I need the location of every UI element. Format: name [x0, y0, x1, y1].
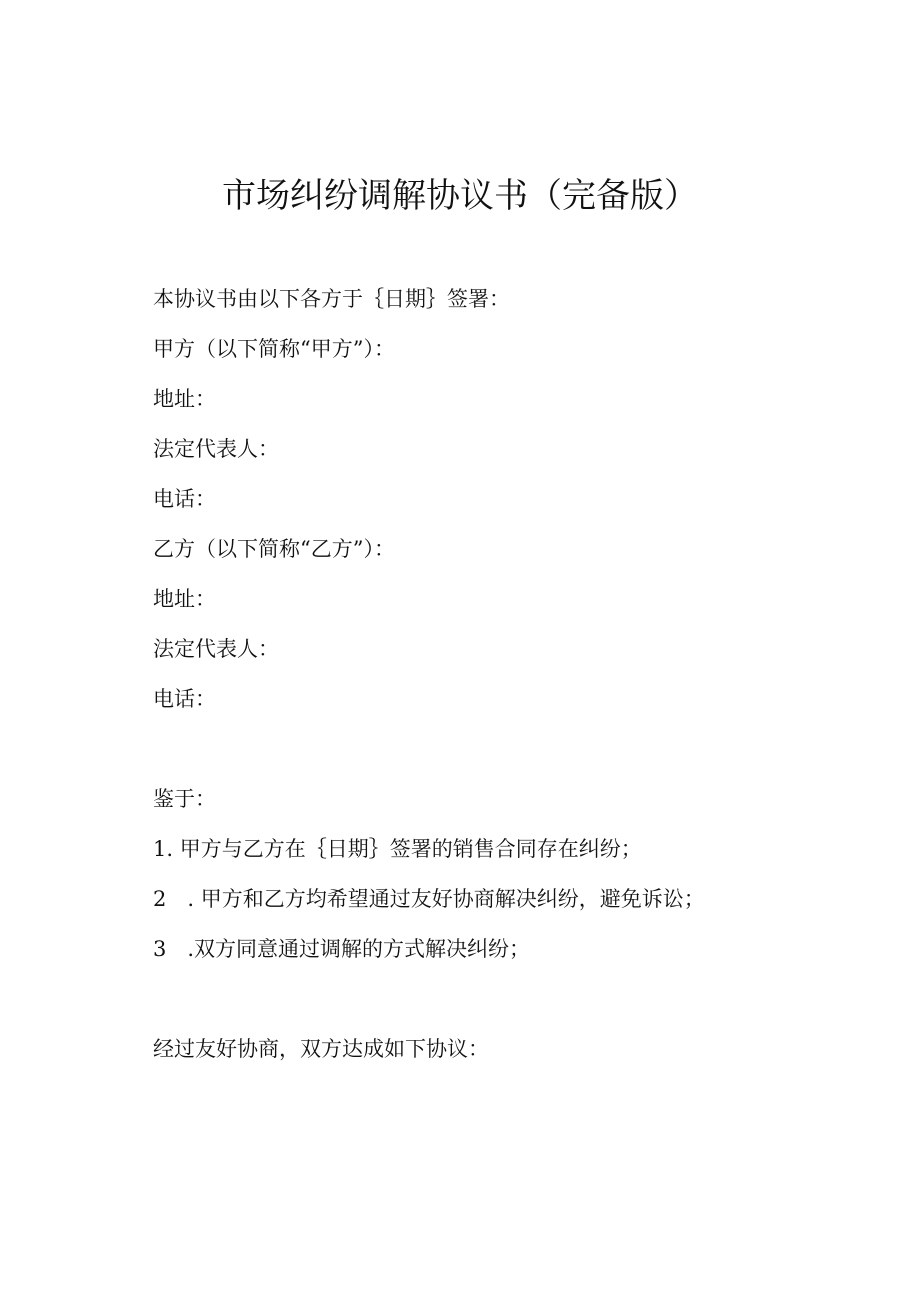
whereas-item: 1. 甲方与乙方在｛日期｝签署的销售合同存在纠纷； [153, 837, 642, 861]
party-b-phone-label: 电话： [153, 687, 216, 711]
whereas-heading: 鉴于： [153, 787, 216, 811]
party-b-representative-label: 法定代表人： [153, 637, 279, 661]
party-a-phone-label: 电话： [153, 487, 216, 511]
party-a-address-label: 地址： [153, 387, 216, 411]
intro-line: 本协议书由以下各方于｛日期｝签署： [153, 287, 510, 311]
document-title: 市场纠纷调解协议书（完备版） [222, 176, 698, 216]
agreement-intro: 经过友好协商，双方达成如下协议： [153, 1037, 489, 1061]
party-b-heading: 乙方（以下简称“乙方”）： [153, 537, 395, 561]
party-a-heading: 甲方（以下简称“甲方”）： [153, 337, 395, 361]
party-b-address-label: 地址： [153, 587, 216, 611]
whereas-item: 3 .双方同意通过调解的方式解决纠纷； [153, 937, 531, 961]
party-a-representative-label: 法定代表人： [153, 437, 279, 461]
whereas-item: 2 . 甲方和乙方均希望通过友好协商解决纠纷，避免诉讼； [153, 887, 705, 911]
